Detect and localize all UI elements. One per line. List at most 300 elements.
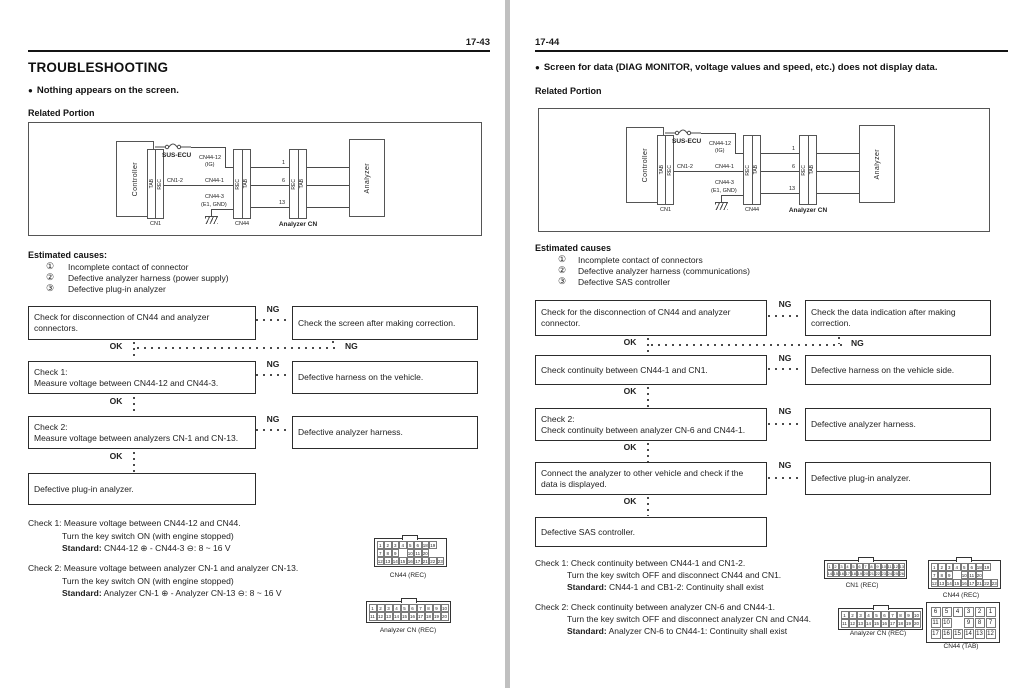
connector-pin: 5 [401,604,409,613]
check-note-line: Turn the key switch ON (with engine stopped) [62,576,234,586]
tab-label: TAB [299,179,306,189]
connector-pin: 13 [976,630,983,637]
cn1-tab-column [658,136,665,204]
connector-pin: 11 [370,614,375,619]
connector-pin: 10 [441,605,447,611]
check-note-line: Check 2: Measure voltage between analyzer CN-1 and analyzer CN-13. [28,563,299,573]
connector-pin: 24 [887,570,892,576]
connector-pin: 7 [377,549,385,557]
rec-label: REC [156,178,163,190]
connector-pin: 2 [849,611,857,620]
connector-pin: 14 [965,630,972,637]
ok-dotted-connector [133,397,135,415]
wire [164,185,233,186]
connector-pin: 14 [827,570,832,576]
standard-value: Analyzer CN-6 to CN44-1: Continuity shall exist [608,626,788,636]
cn1-connector-strip [657,135,674,205]
check-note-line: Check 2: Check continuity between analyzer CN-6 and CN44-1. [535,602,776,612]
wire [225,167,233,168]
cn1-2-label: CN1-2 [167,178,183,184]
connector-pin: 20 [913,621,919,626]
connector-pin: 13 [857,621,863,626]
connector-pin: 22 [875,570,880,576]
flow-step-text: Check continuity between CN44-1 and CN1. [541,364,708,375]
ok-label: OK [109,451,123,461]
connector-pin: 18 [425,614,431,619]
ng-label: NG [851,338,864,348]
wire [817,153,859,154]
check-note-line: Check 1: Check continuity between CN44-1 and CN1-2. [535,558,746,568]
flow-conclusion-box [535,517,767,547]
wire [251,207,289,208]
connector-pin: 13 [939,580,945,586]
connector-pin: 17 [969,580,975,586]
wire [307,185,349,186]
connector-pin: 15 [400,558,406,564]
connector-pin: 10 [913,612,919,618]
connector-pin [953,618,963,628]
flow-step-text: Connect the analyzer to other vehicle and check if the data is displayed. [541,467,744,489]
check-note-line: Turn the key switch OFF and disconnect CN44 and CN1. [567,570,782,580]
wire [307,167,349,168]
pin-1-label: 1 [282,160,286,166]
ok-dotted-connector [647,387,649,408]
check-note-standard [62,543,231,554]
ng-dotted-connector [768,315,802,317]
connector-caption: Analyzer CN (REC) [849,630,907,637]
flow-conclusion-text: Defective SAS controller. [541,526,636,537]
connector-pin: 7 [889,611,897,620]
connector-pin: 14 [946,580,952,586]
flow-result-box [292,361,478,394]
cn44-12-label: CN44-12 [709,141,732,147]
connector-pin: 11 [842,621,847,626]
symptom-text: Nothing appears on the screen. [36,85,179,96]
rec-label: REC [290,178,297,190]
connector-pin: 6 [931,607,941,617]
e1-gnd-label: (E1, GND) [711,188,737,194]
connector-pin: 9 [433,604,441,613]
connector-pin: 12 [849,621,855,626]
cause-text: Incomplete contact of connectors [578,255,703,265]
connector-pin: 14 [392,558,398,564]
cn1-label: CN1 [150,221,162,227]
analyzer-cn-rec-column [290,150,298,218]
cn44-rec-column [234,150,242,218]
analyzer-cn-tab-column [298,150,307,218]
ok-label: OK [623,337,637,347]
cn44-1-label: CN44-1 [205,178,224,184]
connector-pin [953,571,961,579]
ng-dotted-connector [256,429,290,431]
check-note-line: Turn the key switch ON (with engine stopped) [62,531,234,541]
flow-step-title: Check 2: [34,421,68,432]
tab-label: TAB [148,179,155,189]
flow-step-box [535,408,767,441]
wire [225,147,226,167]
connector-pin: 12 [987,630,994,637]
ground-icon [205,216,218,224]
connector-pin: 22 [430,558,436,564]
connector-pin: 21 [869,570,874,576]
cn44-1-label: CN44-1 [715,164,734,170]
connector-pin: 3 [946,563,954,571]
connector-pin: 10 [943,619,950,626]
related-portion-heading: Related Portion [535,86,602,96]
flow-step-box [535,462,767,495]
ground-icon [715,202,728,210]
connector-pin: 20 [863,570,868,576]
connector-pin: 2 [377,604,385,613]
flow-result-box [292,306,478,340]
pin-13-label: 13 [279,200,286,206]
connector-pin: 11 [932,619,939,626]
ok-dotted-connector [647,497,649,516]
connector-caption: CN44 (REC) [389,572,427,579]
connector-pin: 7 [417,604,425,613]
cause-text: Defective analyzer harness (communications) [578,266,750,276]
connector-pin: 16 [839,570,844,576]
connector-pin: 10 [881,563,886,569]
standard-value: Analyzer CN-1 ⊕ - Analyzer CN-13 ⊖: 8 ~ 16 V [103,588,282,598]
connector-pin: 23 [881,570,886,576]
wire [674,171,743,172]
connector-pin: 19 [857,570,862,576]
cause-number: ① [558,254,567,264]
cn44-connector-strip [743,135,761,205]
analyzer-cn-rec-column [800,136,808,204]
sus-ecu-label: SUS-ECU [162,152,192,159]
cause-number: ③ [558,276,567,286]
pin-1-label: 1 [792,146,796,152]
analyzer-label: Analyzer [363,162,371,194]
flow-step-box [28,306,256,340]
ng-return-dotted-line [651,344,846,346]
standard-label: Standard: [567,626,607,636]
flow-step-box [535,300,767,336]
flow-result-box [805,408,991,441]
e1-gnd-label: (E1, GND) [201,202,227,208]
related-portion-heading: Related Portion [28,108,95,118]
connector-pin: 8 [938,571,946,579]
connector-pin [429,549,437,557]
rec-label: REC [744,164,751,176]
connector-caption: Analyzer CN (REC) [379,627,437,634]
connector-pin: 15 [833,570,838,576]
ng-dotted-connector [256,374,290,376]
wire [761,171,799,172]
cn44-label: CN44 [235,221,250,227]
connector-pin: 8 [384,549,392,557]
ng-label: NG [266,359,280,369]
connector-pin: 26 [899,570,904,576]
connector-pin: 18 [851,570,856,576]
connector-pin: 20 [976,572,982,578]
rec-label: REC [234,178,241,190]
flow-result-text: Defective analyzer harness. [811,419,916,430]
pin-6-label: 6 [282,178,286,184]
symptom-bullet [535,62,937,73]
connector-pin: 16 [961,580,967,586]
connector-pin: 4 [953,607,963,617]
ok-dotted-connector [647,338,649,354]
ok-label: OK [623,442,637,452]
analyzer-box [349,139,385,217]
connector-pin: 5 [942,607,952,617]
wire [721,195,722,202]
connector-pin: 17 [415,558,421,564]
connector-pin: 9 [946,571,954,579]
connector-pin: 14 [865,621,871,626]
connector-pin: 1 [377,541,385,549]
connector-pin: 18 [897,621,903,626]
page-number: 17-44 [535,37,560,48]
standard-label: Standard: [62,588,102,598]
standard-label: Standard: [62,543,102,553]
connector-pin: 6 [881,611,889,620]
connector-pin: 21 [976,580,982,586]
connector-pin: 17 [932,630,939,637]
analyzer-cn-tab-column [808,136,817,204]
ng-dotted-connector [256,319,290,321]
connector-pin: 13 [899,563,904,569]
connector-pin: 8 [897,611,905,620]
connector-pin: 6 [968,563,976,571]
connector-pin: 6 [858,563,861,569]
connector-pin: 19 [905,621,911,626]
connector-pin: 18 [976,564,982,570]
wiring-diagram [538,108,990,232]
flow-result-text: Check the data indication after making correction. [811,307,956,328]
cn44-connector-strip [233,149,251,219]
cn44-rec-connector-view [374,538,447,567]
connector-pin: 4 [846,563,849,569]
connector-notch [873,605,889,610]
wire [251,167,289,168]
flow-step-text: Measure voltage between analyzers CN-1 and CN-13. [34,432,239,443]
connector-pin: 5 [961,563,969,571]
wire [735,153,743,154]
flow-step-box [28,361,256,394]
flow-conclusion-box [28,473,256,505]
ig-label: (IG) [715,148,725,154]
wire [191,147,225,148]
connector-pin: 4 [865,611,873,620]
flow-step-title: Check 2: [541,413,575,424]
cause-text: Defective analyzer harness (power supply) [68,273,229,283]
connector-pin: 12 [931,580,937,586]
estimated-causes-heading: Estimated causes [535,243,612,253]
connector-pin: 12 [377,558,383,564]
connector-pin: 3 [385,604,393,613]
ng-label: NG [778,406,792,416]
connector-pin: 16 [943,630,950,637]
connector-pin: 1 [931,563,939,571]
fuse-icon [665,128,701,138]
cn1-2-label: CN1-2 [677,164,693,170]
connector-pin: 3 [392,541,400,549]
ng-dotted-connector [768,368,802,370]
connector-pin: 4 [953,563,961,571]
connector-pin: 7 [986,618,996,628]
connector-pin: 9 [905,611,913,620]
analyzer-cn-rec-connector-view [366,601,451,623]
connector-pin: 1 [986,607,996,617]
check-note-line: Check 1: Measure voltage between CN44-12 and CN44. [28,518,241,528]
connector-pin: 5 [407,541,415,549]
flow-result-box [805,300,991,336]
connector-pin: 2 [975,607,985,617]
connector-pin: 4 [393,604,401,613]
ng-label: NG [778,299,792,309]
connector-pin: 9 [876,563,879,569]
pin-13-label: 13 [789,186,796,192]
cn44-tab-column [752,136,761,204]
page-left [0,0,505,688]
ok-label: OK [109,341,123,351]
connector-pin: 1 [369,604,377,613]
connector-pin: 17 [845,570,850,576]
cn44-tab-connector-view [926,602,1000,643]
connector-pin: 2 [938,563,946,571]
connector-pin [399,549,407,557]
flow-result-text: Defective plug-in analyzer. [811,473,911,484]
connector-pin: 8 [975,618,985,628]
connector-pin: 21 [422,558,428,564]
flow-step-text: Check continuity between analyzer CN-6 and CN44-1. [541,424,746,435]
cause-number: ③ [46,283,55,293]
ok-dotted-connector [647,443,649,462]
cn1-tab-column [148,150,155,218]
connector-pin: 11 [415,550,421,556]
cn44-3-label: CN44-3 [205,194,224,200]
connector-pin: 23 [991,580,997,586]
rec-label: REC [666,164,673,176]
check-note-line: Turn the key switch OFF and disconnect analyzer CN and CN44. [567,614,811,624]
connector-pin: 2 [834,563,837,569]
wire [211,209,212,216]
ng-return-dotted-line [332,341,334,347]
connector-pin: 19 [430,542,436,548]
flow-step-text: Measure voltage between CN44-12 and CN44-3. [34,377,219,388]
flow-result-text: Defective harness on the vehicle side. [811,364,955,375]
connector-pin: 5 [873,611,881,620]
cn1-connector-strip [147,149,164,219]
flow-result-box [292,416,478,449]
cn44-12-label: CN44-12 [199,155,222,161]
connector-pin: 1 [828,563,831,569]
wire [817,193,859,194]
tab-label: TAB [809,165,816,175]
wiring-diagram [28,122,482,236]
connector-pin: 5 [852,563,855,569]
flow-conclusion-text: Defective plug-in analyzer. [34,483,134,494]
flow-step-box [535,355,767,385]
controller-label: Controller [131,161,139,197]
standard-value: CN44-12 ⊕ - CN44-3 ⊖: 8 ~ 16 V [104,543,231,553]
tab-label: TAB [658,165,665,175]
connector-pin: 4 [399,541,407,549]
controller-label: Controller [641,147,649,183]
flow-result-text: Defective analyzer harness. [298,427,403,438]
tab-label: TAB [753,165,760,175]
connector-pin [983,571,991,579]
connector-pin: 3 [964,607,974,617]
ng-label: NG [778,460,792,470]
flow-result-box [805,355,991,385]
analyzer-cn-label: Analyzer CN [278,221,318,228]
ok-dotted-connector [133,452,135,472]
flow-step-text: Check for disconnection of CN44 and analyzer connectors. [34,312,210,333]
flow-step-title: Check 1: [34,366,68,377]
analyzer-box [859,125,895,203]
connector-pin: 25 [893,570,898,576]
connector-pin: 7 [864,563,867,569]
header-rule [28,50,490,52]
wire [817,171,859,172]
cn1-rec-connector-view [824,560,907,579]
analyzer-cn-rec-connector-view [838,608,923,630]
connector-pin: 17 [889,621,895,626]
connector-pin: 16 [407,558,413,564]
sus-ecu-label: SUS-ECU [672,138,702,145]
connector-pin: 10 [407,550,413,556]
connector-pin: 16 [409,614,415,619]
connector-pin: 9 [964,618,974,628]
bullet-icon: ● [28,86,33,95]
cn1-rec-column [155,150,163,218]
ng-return-dotted-line [137,347,340,349]
connector-pin: 15 [954,580,960,586]
cause-text: Defective SAS controller [578,277,671,287]
flow-step-text: Check for the disconnection of CN44 and analyzer connector. [541,307,731,328]
connector-pin: 9 [392,549,400,557]
wire [211,209,233,210]
connector-pin: 17 [417,614,423,619]
analyzer-cn-connector-strip [799,135,817,205]
check-note-standard [62,588,282,599]
ok-dotted-connector [133,342,135,360]
page-number: 17-43 [465,37,490,48]
rec-label: REC [800,164,807,176]
ng-label: NG [778,353,792,363]
cn44-rec-column [744,136,752,204]
cause-text: Incomplete contact of connector [68,262,189,272]
cause-number: ① [46,261,55,271]
connector-pin: 3 [857,611,865,620]
wire [721,195,743,196]
connector-pin: 22 [984,580,990,586]
connector-pin: 11 [887,563,892,569]
connector-pin: 20 [441,614,447,619]
connector-pin: 13 [385,614,391,619]
connector-pin: 15 [954,630,961,637]
connector-pin: 19 [433,614,439,619]
wire [735,133,736,153]
cause-text: Defective plug-in analyzer [68,284,166,294]
connector-notch [858,557,874,562]
connector-pin: 13 [385,558,391,564]
ng-label: NG [266,414,280,424]
standard-value: CN44-1 and CB1-2: Continuity shall exist [609,582,764,592]
connector-pin: 8 [425,604,433,613]
symptom-bullet [28,85,179,96]
wire [761,153,799,154]
wire [701,133,735,134]
connector-pin: 14 [393,614,399,619]
connector-pin: 12 [377,614,383,619]
ng-label: NG [266,304,280,314]
